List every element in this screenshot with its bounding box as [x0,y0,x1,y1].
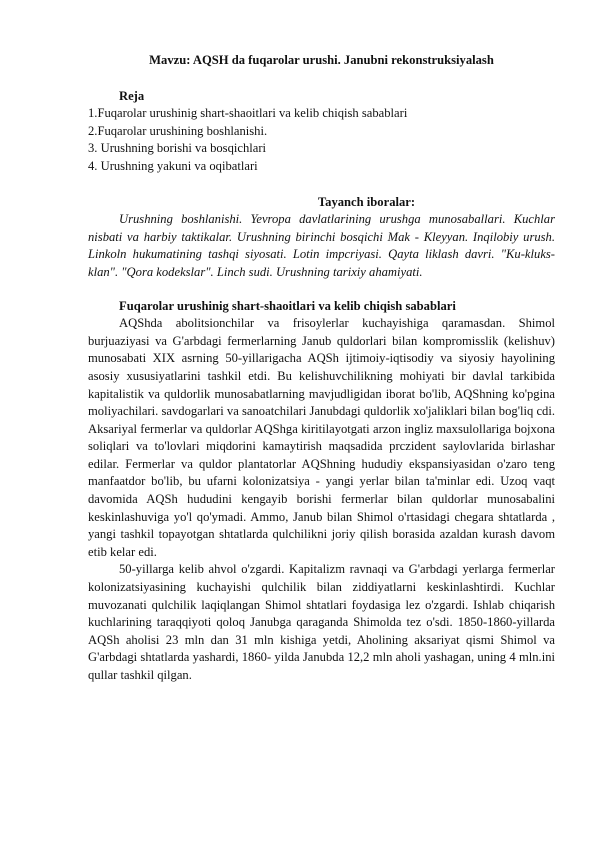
paragraph: 50-yillarga kelib ahvol o'zgardi. Kapitalizm ravnaqi va G'arbdagi yerlarga fermerlar kolonizatsiyasining kuchayishi qulchilik bilan ziddiyatlarni keskinlashtirdi. Kuchlar muvozanati qulchilik laqiqlangan Shimol shtatlari foydasiga lez o'zgardi. Ishlab chiqarish kuchlarining taraqqiyoti qoloq Janubga qaraganda Shimolda tez o'sdi. 1850-1860-yillarda AQSh aholisi 23 mln dan 31 mln kishiga yetdi, Aholining aksariyat qismi Shimol va G'arbdagi shtatlarda yashardi, 1860- yilda Janubda 12,2 mln aholi yashagan, uning 4 mln.ini qullar tashkil qilgan. [88,562,555,682]
plan-item: 3. Urushning borishi va bosqichlari [88,141,267,156]
keywords-text: Urushning boshlanishi. Yevropa davlatlarining urushga munosaballari. Kuchlar nisbati va harbiy taktikalar. Urushning birinchi bosqichi Mak - Kleyyan. Inqilobiy urush. Linkoln hukumatining tashqi siyosati. Lotin impcriyasi. Qayta liklash davri. "Ku-kluks-klan". "Qora kodekslar". Linch sudi. Urushning tarixiy ahamiyati. [88,212,555,279]
plan-item: 1.Fuqarolar urushinig shart-shaoitlari va kelib chiqish sabablari [88,106,408,121]
plan-heading: Reja [119,88,145,103]
plan-item: 2.Fuqarolar urushining boshlanishi. [88,123,268,138]
page-title: Mavzu: AQSH da fuqarolar urushi. Janubni rekonstruksiyalash [149,53,494,67]
keywords-heading: Tayanch iboralar: [317,194,416,209]
plan-item: 4. Urushning yakuni va oqibatlari [88,158,258,173]
section-heading: Fuqarolar urushinig shart-shaoitlari va kelib chiqish sabablari [119,298,456,313]
document-page [88,52,555,685]
paragraph: AQShda abolitsionchilar va frisoylerlar kuchayishiga qaramasdan. Shimol burjuaziyasi va G'arbdagi fermerlarning Janub quldorlari bilan kompromisslik (kelishuv) munosabati XIX asrning 50-yillarigacha AQSh ijtimoiy-iqtisodiy va siyosiy hayolining asosiy xususiyatlarini tashkil etdi. Bu kelishuvchilikning mohiyati bir davlal tarkibida kapitalistik va quldorlik munosabatlarning mavjudligidan iborat bo'lib, AQShning ko'pgina moliyachilari. savdogarlari va sanoatchilari Janubdagi quldorlik xo'jaliklari bilan bog'liq cdi. Aksariyal fermerlar va quldorlar AQShga kiritilayotgati arzon ingliz maxsulollariga bojxona soliqlari va to'lovlari miqdorini kamaytirish maqsadida prczident saylovlarida birlashar edilar. Fermerlar va quldor plantatorlar AQShning hududiy ekspansiyasidan o'zaro teng manfaatdor bo'lib, bu ufarni kolonizatsiya - yangi yerlar bilan ta'minlar edi. Uzoq vaqt davomida AQSh hududini kengayib borishi fermerlar bilan quldorlar munosabalini keskinlashuviga yo'l qo'ymadi. Ammo, Janub bilan Shimol o'rtasidagi chegara shtatlarda , yangi tashkil topayotgan shtatlarda qulchilikni joriy qilish borasida azaldan kurash davom etib kelar edi. [88,316,555,559]
plan-list [88,105,555,175]
